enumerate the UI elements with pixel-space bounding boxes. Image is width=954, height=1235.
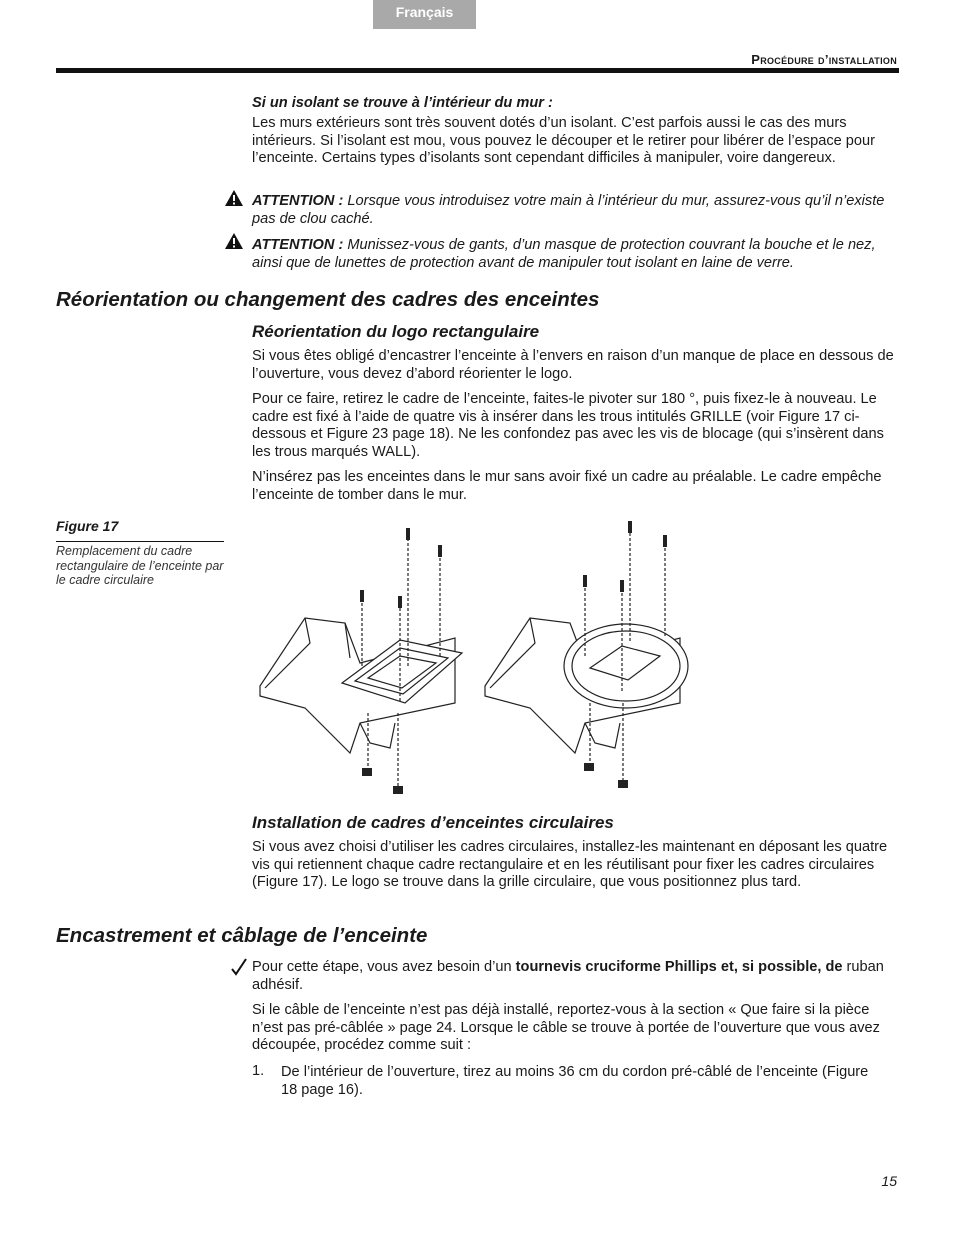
reorientation-paragraph-1: Si vous êtes obligé d’encastrer l’enceinte à l’envers en raison d’un manque de place en dessous de l’ouverture, vous devez d’abord réorienter le logo. <box>252 348 894 382</box>
page-number: 15 <box>881 1173 897 1189</box>
language-tab[interactable]: Français <box>373 0 476 29</box>
warning-2-text: Munissez-vous de gants, d’un masque de protection couvrant la bouche et le nez, ainsi que de lunettes de protection avant de manipuler tout isolant en laine de verre. <box>252 237 876 271</box>
warning-1-label: ATTENTION : <box>252 193 344 209</box>
warning-1-text: Lorsque vous introduisez votre main à l’intérieur du mur, assurez-vous qu’il n’existe pas de clou caché. <box>252 193 885 227</box>
insulation-paragraph: Les murs extérieurs sont très souvent dotés d’un isolant. C’est parfois aussi le cas des murs intérieurs. Si l’isolant est mou, vous pouvez le découper et le retirer pour libérer de l’espace pour l’enceinte. Certains types d’isolants sont cependant difficiles à manipuler, voire dangereux. <box>252 115 875 166</box>
mounting-title: Encastrement et câblage de l’enceinte <box>56 924 428 947</box>
step-1-text: De l’intérieur de l’ouverture, tirez au moins 36 cm du cordon pré-câblé de l’enceinte (Figure 18 page 16). <box>281 1064 869 1098</box>
step-number: 1. <box>252 1063 265 1079</box>
header-rule <box>56 68 899 73</box>
circular-frames-subtitle: Installation de cadres d’enceintes circulaires <box>252 813 614 832</box>
insulation-heading: Si un isolant se trouve à l’intérieur du mur : <box>252 95 553 111</box>
reorientation-title: Réorientation ou changement des cadres des enceintes <box>56 288 600 311</box>
warning-1 <box>252 193 900 228</box>
warning-icon <box>224 189 244 207</box>
reorientation-paragraph-3: N’insérez pas les enceintes dans le mur sans avoir fixé un cadre au préalable. Le cadre empêche l’enceinte de tomber dans le mur. <box>252 469 882 503</box>
warning-icon <box>224 232 244 250</box>
mounting-paragraph: Si le câble de l’enceinte n’est pas déjà installé, reportez-vous à la section « Que faire si la pièce n’est pas pré-câblée » page 24. Lorsque le câble se trouve à portée de l’ouverture que vous avez découpée, procédez comme suit : <box>252 1002 880 1053</box>
checkmark-icon <box>230 957 248 977</box>
figure-label: Figure 17 <box>56 518 119 534</box>
circular-frames-paragraph: Si vous avez choisi d’utiliser les cadres circulaires, installez-les maintenant en déposant les quatre vis qui retiennent chaque cadre rectangulaire et en les réutilisant pour fixer les cadres circulaires (Figure 17). Le logo se trouve dans la grille circulaire, que vous positionnez plus tard. <box>252 839 888 890</box>
figure-caption: Remplacement du cadre rectangulaire de l’enceinte par le cadre circulaire <box>56 544 224 587</box>
warning-2-label: ATTENTION : <box>252 237 344 253</box>
reorientation-paragraph-2: Pour ce faire, retirez le cadre de l’enceinte, faites-le pivoter sur 180 °, puis fixez-le à nouveau. Le cadre est fixé à l’aide de quatre vis à insérer dans les trous intitulés GRILLE (voir Figure 17 ci-dessous et Figure 23 page 18). Ne les confondez pas avec les vis de blocage (qui s’insèrent dans les trous marqués WALL). <box>252 391 884 460</box>
reorientation-subtitle: Réorientation du logo rectangulaire <box>252 322 540 341</box>
section-title: Procédure d’installation <box>751 52 897 67</box>
tools-needed: Pour cette étape, vous avez besoin d’un tournevis cruciforme Phillips et, si possible, de ruban adhésif. <box>252 959 884 993</box>
figure-rule <box>56 541 224 542</box>
warning-2 <box>252 237 900 272</box>
speaker-frame-illustration <box>250 518 700 803</box>
